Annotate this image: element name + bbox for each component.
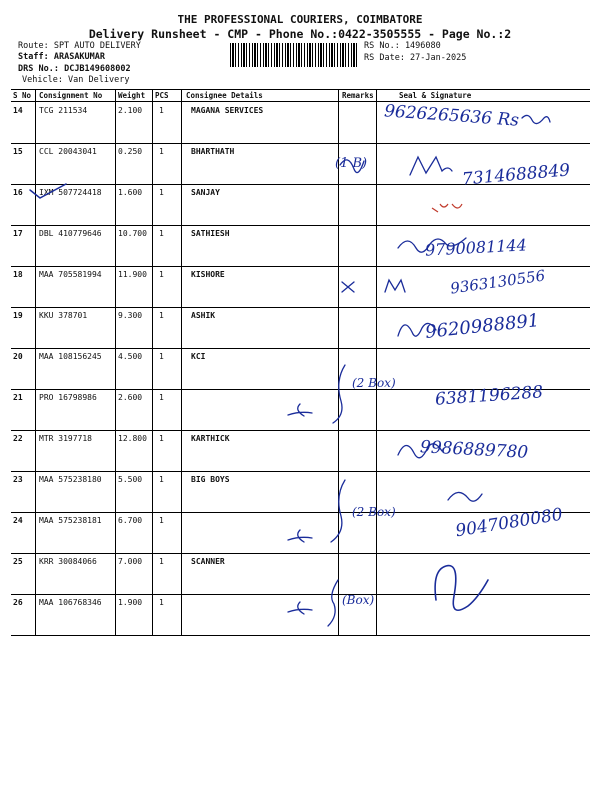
cell-consignment: MAA 575238181	[39, 516, 102, 525]
cell-weight: 4.500	[118, 352, 143, 361]
cell-pcs: 1	[159, 434, 164, 443]
rs-date: RS Date: 27-Jan-2025	[364, 53, 467, 63]
route: Route: SPT AUTO DELIVERY	[18, 41, 141, 51]
col-pcs: PCS	[155, 91, 169, 100]
cell-pcs: 1	[159, 106, 164, 115]
cell-consignment: DBL 410779646	[39, 229, 102, 238]
cell-consignee: KCI	[191, 352, 206, 361]
cell-consignee: BHARTHATH	[191, 147, 235, 156]
cell-pcs: 1	[159, 352, 164, 361]
cell-consignment: MAA 575238180	[39, 475, 102, 484]
cell-sno: 15	[13, 147, 23, 156]
handwritten-phone-row14: 9626265636 Rs	[383, 101, 520, 131]
runsheet-subtitle: Delivery Runsheet - CMP - Phone No.:0422-3505555 - Page No.:2	[88, 27, 512, 41]
cell-weight: 7.000	[118, 557, 143, 566]
cell-weight: 12.800	[118, 434, 147, 443]
cell-pcs: 1	[159, 557, 164, 566]
cell-consignee: BIG BOYS	[191, 475, 230, 484]
cell-consignment: IXM 507724418	[39, 188, 102, 197]
cell-pcs: 1	[159, 229, 164, 238]
barcode	[230, 43, 358, 67]
cell-pcs: 1	[159, 311, 164, 320]
drs-label: DRS No.:	[18, 64, 59, 74]
cell-weight: 1.600	[118, 188, 143, 197]
cell-consignment: KRR 30084066	[39, 557, 97, 566]
cell-pcs: 1	[159, 393, 164, 402]
cell-sno: 18	[13, 270, 23, 279]
drs-number	[18, 64, 131, 74]
col-seal-signature: Seal & Signature	[399, 91, 472, 100]
handwritten-box-note-row21: (2 Box)	[352, 376, 396, 390]
table-header	[11, 90, 590, 102]
handwritten-phone-row17: 9790081144	[424, 235, 528, 260]
cell-weight: 9.300	[118, 311, 143, 320]
cell-pcs: 1	[159, 147, 164, 156]
cell-sno: 21	[13, 393, 23, 402]
handwritten-box-note-row26: (Box)	[342, 593, 375, 607]
cell-weight: 1.900	[118, 598, 143, 607]
cell-weight: 11.900	[118, 270, 147, 279]
cell-consignee: SCANNER	[191, 557, 225, 566]
cell-sno: 20	[13, 352, 23, 361]
handwritten-phone-row21: 6381196288	[434, 382, 544, 410]
cell-sno: 22	[13, 434, 23, 443]
cell-pcs: 1	[159, 270, 164, 279]
cell-consignee: MAGANA SERVICES	[191, 106, 264, 115]
cell-consignment: TCG 211534	[39, 106, 88, 115]
table-row	[11, 553, 590, 595]
cell-sno: 23	[13, 475, 23, 484]
col-sno: S No	[13, 91, 32, 100]
col-consignment: Consignment No	[39, 91, 103, 100]
handwritten-phone-row18: 9363130556	[449, 266, 547, 298]
cell-sno: 16	[13, 188, 23, 197]
cell-weight: 10.700	[118, 229, 147, 238]
cell-pcs: 1	[159, 475, 164, 484]
rs-number: RS No.: 1496080	[364, 41, 441, 51]
vehicle: Vehicle: Van Delivery	[22, 75, 130, 85]
handwritten-box-note-row24: (2 Box)	[352, 505, 396, 519]
cell-consignee: SATHIESH	[191, 229, 230, 238]
staff-value: ARASAKUMAR	[53, 52, 106, 62]
cell-weight: 2.100	[118, 106, 143, 115]
cell-sno: 25	[13, 557, 23, 566]
col-consignee: Consignee Details	[186, 91, 263, 100]
staff-label: Staff:	[18, 52, 49, 62]
cell-weight: 5.500	[118, 475, 143, 484]
cell-sno: 19	[13, 311, 23, 320]
handwritten-phone-row22: 9986889780	[419, 437, 529, 463]
cell-consignee: SANJAY	[191, 188, 220, 197]
cell-pcs: 1	[159, 516, 164, 525]
col-weight: Weight	[118, 91, 146, 100]
table-row	[11, 184, 590, 226]
cell-sno: 17	[13, 229, 23, 238]
company-title: THE PROFESSIONAL COURIERS, COIMBATORE	[177, 13, 423, 26]
cell-consignment: MAA 108156245	[39, 352, 102, 361]
table-row	[11, 594, 590, 636]
cell-consignee: KISHORE	[191, 270, 225, 279]
cell-consignment: MAA 106768346	[39, 598, 102, 607]
table-row	[11, 471, 590, 513]
cell-pcs: 1	[159, 188, 164, 197]
handwritten-phone-row15: 7314688849	[461, 160, 571, 190]
col-remarks: Remarks	[342, 91, 374, 100]
cell-consignment: MTR 3197718	[39, 434, 92, 443]
cell-consignment: MAA 705581994	[39, 270, 102, 279]
handwritten-phone-row19: 9620988891	[424, 310, 541, 343]
cell-pcs: 1	[159, 598, 164, 607]
cell-consignment: CCL 20043041	[39, 147, 97, 156]
cell-consignment: KKU 378701	[39, 311, 88, 320]
cell-weight: 0.250	[118, 147, 143, 156]
cell-sno: 14	[13, 106, 23, 115]
cell-consignee: ASHIK	[191, 311, 216, 320]
cell-consignment: PRO 16798986	[39, 393, 97, 402]
handwritten-phone-row24: 9047080080	[454, 504, 565, 542]
staff	[18, 52, 105, 62]
drs-value: DCJB149608002	[64, 64, 131, 74]
cell-weight: 2.600	[118, 393, 143, 402]
cell-sno: 24	[13, 516, 23, 525]
handwritten-box-row15: (1 B)	[335, 156, 368, 171]
table-row	[11, 348, 590, 390]
cell-weight: 6.700	[118, 516, 143, 525]
cell-consignee: KARTHICK	[191, 434, 230, 443]
cell-sno: 26	[13, 598, 23, 607]
